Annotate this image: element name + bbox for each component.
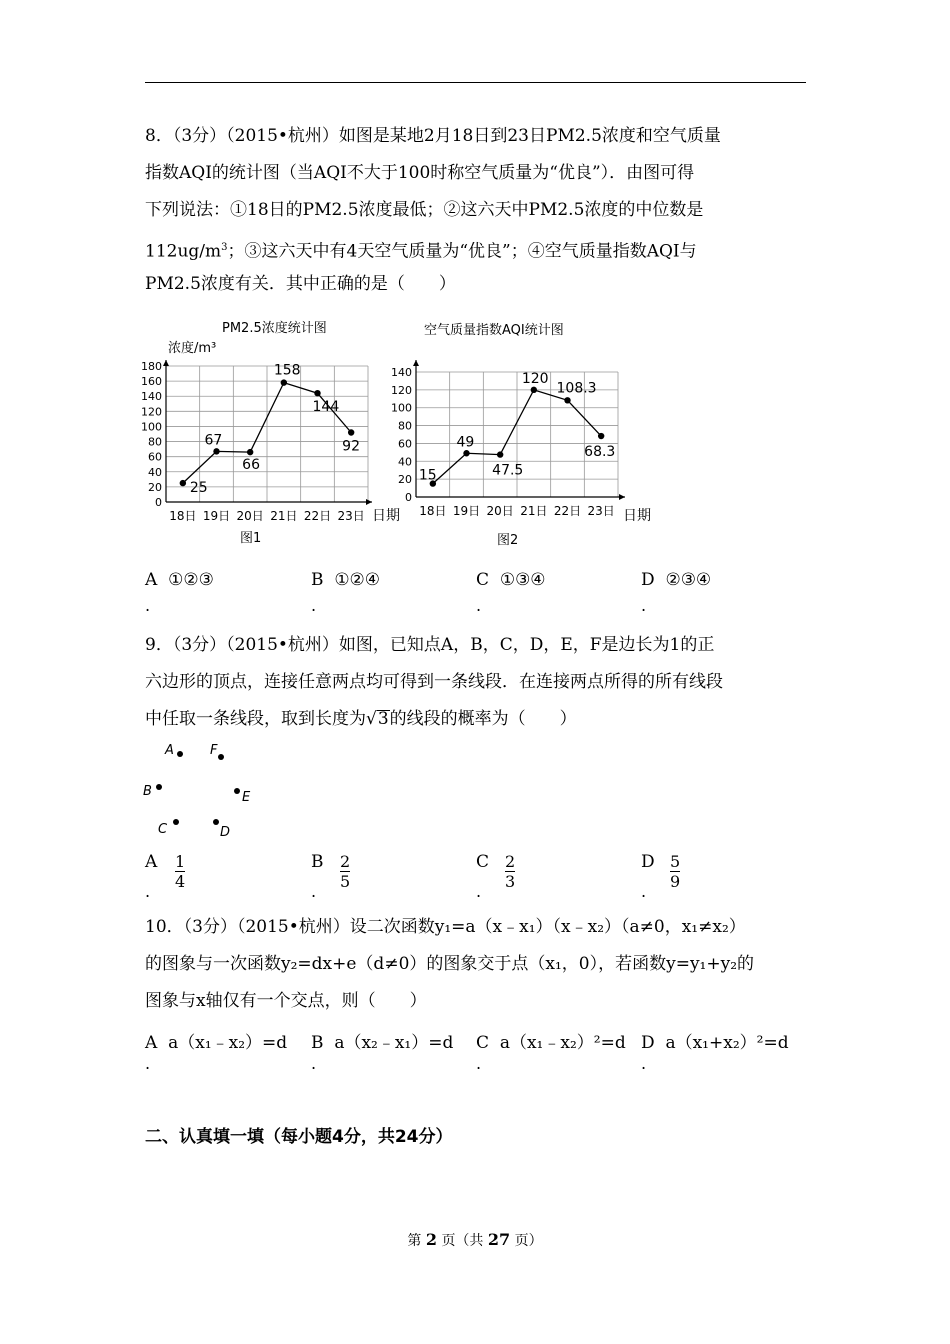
q8-line-2: 指数AQI的统计图（当AQI不大于100时称空气质量为“优良”）．由图可得: [145, 163, 695, 183]
option-text: ①②④: [334, 570, 381, 590]
option-letter: C: [476, 570, 490, 590]
data-point: [463, 450, 469, 456]
option-letter: D: [641, 570, 655, 590]
y-tick-label: 0: [155, 496, 162, 509]
q9-line-3: [145, 701, 810, 738]
point-label-a: A: [165, 743, 174, 758]
point-label-d: D: [220, 825, 231, 840]
chart2-caption: 图2: [497, 533, 519, 548]
y-tick-label: 120: [391, 383, 412, 397]
point-label-e: E: [242, 790, 251, 805]
q9-line-3-b: 的线段的概率为（ ）: [389, 709, 577, 729]
y-tick-label: 20: [148, 480, 162, 494]
y-tick-label: 60: [148, 450, 162, 464]
option-text: a（x₁+x₂）²=d: [665, 1033, 789, 1053]
chart1-xlabel: 日期: [372, 508, 400, 524]
y-tick-label: 160: [141, 375, 162, 389]
q8-option-b[interactable]: B ①②④ .: [311, 570, 381, 615]
point-d: [213, 819, 219, 825]
q8-option-c[interactable]: C ①③④ .: [476, 570, 546, 615]
data-point: [213, 448, 219, 454]
hexagon-points-figure: [138, 740, 268, 840]
y-tick-label: 20: [398, 473, 412, 487]
numerator: 1: [175, 852, 186, 871]
sqrt-radicand: 3: [377, 709, 389, 729]
data-label: 15: [418, 467, 437, 484]
q10-line-2: 的图象与一次函数y₂=dx+e（d≠0）的图象交于点（x₁，0），若函数y=y₁+y₂的: [145, 954, 755, 974]
y-axis-arrow: [163, 360, 169, 366]
point-label-b: B: [143, 784, 152, 799]
data-label: 120: [521, 370, 549, 387]
denominator: 3: [505, 872, 516, 891]
q9-line-3-a: 中任取一条线段，取到长度为: [145, 709, 366, 729]
q8-line-1: 8．（3分）（2015•杭州）如图是某地2月18日到23日PM2.5浓度和空气质量: [145, 126, 721, 146]
chart2-xlabel: 日期: [623, 508, 651, 524]
denominator: 4: [175, 872, 186, 891]
aqi-chart: [391, 322, 651, 548]
y-tick-label: 140: [391, 366, 412, 379]
footer-pre: 第: [407, 1233, 422, 1249]
point-a: [177, 751, 183, 757]
q8-option-a[interactable]: A ①②③ .: [145, 570, 214, 615]
chart1-caption: 图1: [240, 531, 262, 546]
point-c: [173, 819, 179, 825]
total-pages: 27: [487, 1230, 511, 1249]
y-tick-label: 80: [148, 435, 162, 449]
option-letter: A: [145, 1033, 158, 1053]
point-label-c: C: [158, 822, 168, 837]
x-tick-label: 22日: [553, 504, 582, 518]
option-letter: B: [311, 1033, 324, 1053]
data-label: 67: [204, 432, 223, 449]
x-tick-label: 18日: [169, 509, 197, 523]
q8-line-4-a: 112ug/m: [145, 241, 222, 262]
numerator: 2: [340, 852, 351, 871]
chart1-ylabel: 浓度/m³: [168, 341, 217, 356]
option-letter: C: [476, 852, 490, 872]
chart1-title: PM2.5浓度统计图: [222, 321, 327, 336]
data-label: 144: [312, 399, 340, 416]
q8-figure: [0, 310, 950, 570]
y-tick-label: 120: [141, 405, 162, 419]
point-b: [156, 784, 162, 790]
data-label: 47.5: [492, 462, 524, 479]
option-letter: B: [311, 852, 324, 872]
y-tick-label: 0: [405, 491, 412, 504]
x-tick-label: 19日: [452, 504, 481, 518]
x-tick-label: 19日: [202, 509, 231, 523]
data-label: 49: [456, 434, 475, 451]
footer-post: 页）: [514, 1233, 543, 1249]
option-text: ①②③: [168, 570, 214, 590]
numerator: 5: [670, 852, 681, 871]
page-number: 2: [425, 1230, 437, 1249]
x-tick-label: 21日: [270, 509, 298, 523]
q10-option-d[interactable]: D a（x₁+x₂）²=d .: [641, 1033, 789, 1073]
question-8: [145, 118, 810, 303]
q10-line-1: 10．（3分）（2015•杭州）设二次函数y₁=a（x﹣x₁）（x﹣x₂）（a≠0，x₁≠x₂）: [145, 917, 746, 937]
data-point: [531, 387, 537, 393]
data-point: [598, 433, 604, 439]
section-2-heading: 二、认真填一填（每小题4分，共24分）: [145, 1127, 453, 1147]
y-tick-label: 100: [391, 401, 412, 415]
option-letter: D: [641, 1033, 655, 1053]
q10-option-b[interactable]: B a（x₂﹣x₁）=d .: [311, 1033, 454, 1073]
x-tick-label: 23日: [337, 509, 365, 523]
point-e: [234, 788, 240, 794]
data-point: [564, 397, 570, 403]
data-point: [348, 429, 354, 435]
y-tick-label: 40: [398, 455, 412, 469]
data-label: 158: [273, 362, 301, 379]
y-tick-label: 140: [141, 390, 162, 404]
denominator: 9: [670, 872, 681, 891]
denominator: 5: [340, 872, 351, 891]
y-tick-label: 40: [148, 465, 162, 479]
x-tick-label: 20日: [236, 509, 264, 523]
data-point: [497, 451, 503, 457]
x-axis-arrow: [619, 494, 625, 500]
data-point: [180, 480, 186, 486]
question-10: [145, 909, 810, 1020]
data-label: 25: [189, 480, 208, 497]
q9-option-b-fraction: [340, 853, 350, 890]
data-point: [247, 449, 253, 455]
pm25-chart: [141, 320, 400, 546]
q10-option-c[interactable]: C a（x₁﹣x₂）²=d .: [476, 1033, 626, 1073]
chart2-title: 空气质量指数AQI统计图: [424, 323, 564, 338]
option-text: a（x₁﹣x₂）=d: [168, 1033, 288, 1053]
data-label: 68.3: [584, 444, 616, 461]
q10-line-3: 图象与x轴仅有一个交点，则（ ）: [145, 991, 427, 1011]
header-rule: [145, 82, 806, 83]
data-point: [314, 390, 320, 396]
q8-line-4: [145, 229, 810, 266]
numerator: 2: [505, 852, 516, 871]
x-tick-label: 21日: [520, 504, 548, 518]
q9-option-b[interactable]: B .: [311, 852, 324, 901]
data-point: [281, 379, 287, 385]
point-f: [218, 754, 224, 760]
data-label: 108.3: [556, 380, 597, 397]
x-tick-label: 18日: [419, 504, 447, 518]
q9-line-2: 六边形的顶点，连接任意两点均可得到一条线段．在连接两点所得的所有线段: [145, 672, 723, 692]
option-letter: A: [145, 570, 158, 590]
option-text: ①③④: [499, 570, 546, 590]
q8-option-d[interactable]: D ②③④ .: [641, 570, 712, 615]
x-axis-arrow: [366, 499, 372, 505]
x-tick-label: 20日: [486, 504, 514, 518]
y-tick-label: 60: [398, 437, 412, 451]
question-9: [145, 627, 810, 738]
footer-mid: 页（共: [441, 1233, 484, 1249]
q8-line-4-b: ；③这六天中有4天空气质量为“优良”；④空气质量指数AQI与: [227, 241, 697, 262]
y-tick-label: 180: [141, 360, 162, 373]
y-tick-label: 100: [141, 420, 162, 434]
q9-option-d[interactable]: D .: [641, 852, 655, 901]
sqrt-sign: √: [366, 709, 377, 729]
x-tick-label: 22日: [303, 509, 332, 523]
q9-option-c[interactable]: C .: [476, 852, 490, 901]
data-label: 66: [242, 457, 260, 474]
y-axis-arrow: [413, 360, 419, 366]
q9-option-a-fraction: [175, 853, 185, 890]
q8-line-3: 下列说法：①18日的PM2.5浓度最低；②这六天中PM2.5浓度的中位数是: [145, 200, 704, 220]
option-letter: A: [145, 852, 158, 872]
option-letter: C: [476, 1033, 490, 1053]
q10-option-a[interactable]: A a（x₁﹣x₂）=d .: [145, 1033, 288, 1073]
q9-option-d-fraction: [670, 853, 680, 890]
option-text: ②③④: [665, 570, 712, 590]
q8-unit-exponent: 3: [221, 242, 228, 253]
q9-line-1: 9．（3分）（2015•杭州）如图，已知点A，B，C，D，E，F是边长为1的正: [145, 635, 715, 655]
page-footer: [0, 1230, 950, 1250]
x-tick-label: 23日: [587, 504, 615, 518]
option-text: a（x₁﹣x₂）²=d: [499, 1033, 626, 1053]
option-letter: D: [641, 852, 655, 872]
q9-option-a[interactable]: A .: [145, 852, 158, 901]
y-tick-label: 80: [398, 419, 412, 433]
point-label-f: F: [210, 743, 218, 758]
option-text: a（x₂﹣x₁）=d: [334, 1033, 454, 1053]
q9-option-c-fraction: [505, 853, 515, 890]
data-label: 92: [342, 438, 360, 455]
q8-line-5: PM2.5浓度有关．其中正确的是（ ）: [145, 274, 456, 294]
option-letter: B: [311, 570, 324, 590]
